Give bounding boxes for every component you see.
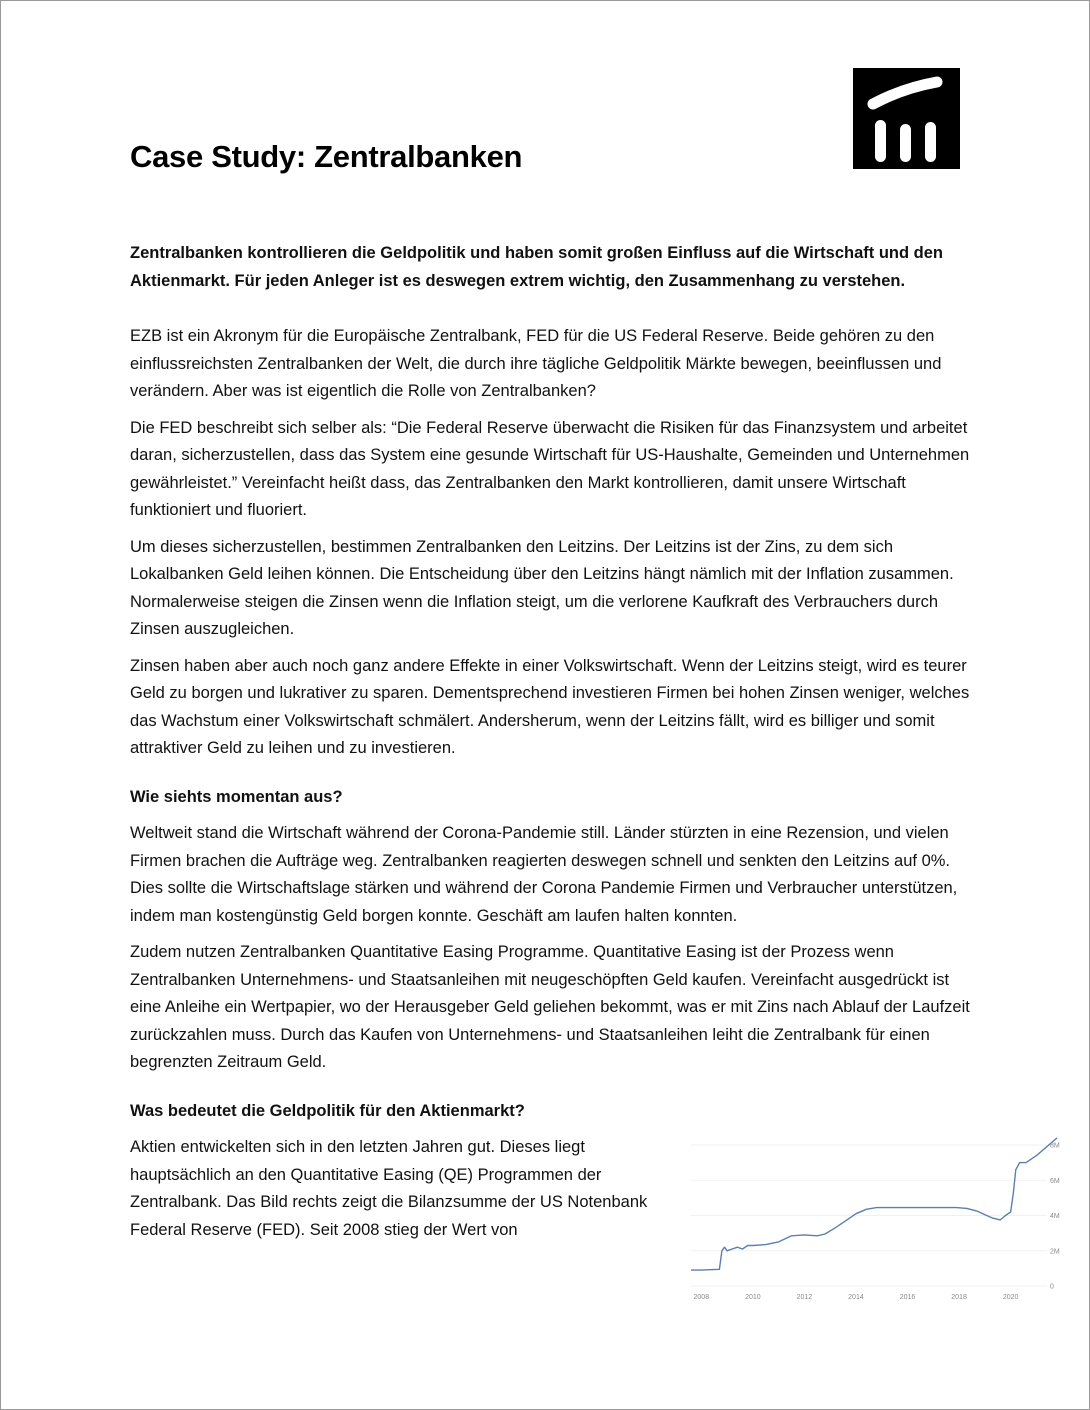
line-chart (685, 1137, 1065, 1307)
section-heading: Was bedeutet die Geldpolitik für den Aktienmarkt? (130, 1101, 525, 1120)
body-paragraph: Weltweit stand die Wirtschaft während der Corona-Pandemie still. Länder stürzten in eine Rezension, und vielen Firmen brachen die Aufträge weg. Zentralbanken reagierten deswegen schnell und senkten den Leitzins auf 0%. Dies sollte die Wirtschaftslage stärken und während der Corona Pandemie Firmen und Verbraucher unterstützen, indem man kostengünstig Geld borgen konnte. Geschäft am laufen halten konnten. (130, 824, 958, 925)
y-tick-label: 4M (1050, 1213, 1060, 1220)
x-tick-label: 2008 (693, 1294, 710, 1301)
x-tick-label: 2018 (951, 1294, 967, 1301)
chart-bars-logo-icon (853, 68, 960, 169)
x-tick-label: 2020 (1002, 1294, 1019, 1301)
y-tick-label: 2M (1050, 1248, 1060, 1256)
fed-balance-sheet-chart (685, 1137, 1065, 1307)
body-paragraph: Zudem nutzen Zentralbanken Quantitative Easing Programme. Quantitative Easing ist der Prozess wenn Zentralbanken Unternehmens- und Staatsanleihen mit neugeschöpften Geld kaufen. Vereinfacht ausgedrückt ist eine Anleihe ein Wertpapier, wo der Herausgeber Geld geliehen bekommt, was er mit Zins nach Ablauf der Laufzeit zurückzahlen muss. Durch das Kaufen von Unternehmens- und Staatsanleihen leiht die Zentralbank für einen begrenzten Zeitraum Geld. (130, 943, 970, 1071)
series-line (691, 1138, 1057, 1270)
section-heading: Wie siehts momentan aus? (130, 787, 343, 806)
body-paragraph: Aktien entwickelten sich in den letzten Jahren gut. Dieses liegt hauptsächlich an den Quantitative Easing (QE) Programmen der Zentralbank. Das Bild rechts zeigt die Bilanzsumme der US Notenbank Federal Reserve (FED). Seit 2008 stieg der Wert von (130, 1138, 648, 1239)
x-tick-label: 2012 (796, 1294, 813, 1301)
x-tick-label: 2010 (745, 1294, 761, 1301)
body-paragraph: Um dieses sicherzustellen, bestimmen Zentralbanken den Leitzins. Der Leitzins ist der Zins, zu dem sich Lokalbanken Geld leihen können. Die Entscheidung über den Leitzins hängt nämlich mit der Inflation zusammen. Normalerweise steigen die Zinsen wenn die Inflation steigt, um die verlorene Kaufkraft des Verbrauchers durch Zinsen auszugleichen. (130, 537, 954, 638)
lead-paragraph: Zentralbanken kontrollieren die Geldpolitik und haben somit großen Einfluss auf die Wirtschaft und den Aktienmarkt. Für jeden Anleger ist es deswegen extrem wichtig, den Zusammenhang zu verstehen. (130, 244, 944, 290)
body-paragraph: Die FED beschreibt sich selber als: “Die Federal Reserve überwacht die Risiken für das Finanzsystem und arbeitet daran, sicherzustellen, dass das System eine gesunde Wirtschaft für US-Haushalte, Gemeinden und Unternehmen gewährleistet.” Vereinfacht heißt dass, das Zentralbanken den Markt kontrollieren, damit unsere Wirtschaft funktioniert und fluoriert. (130, 418, 970, 519)
body-paragraph: EZB ist ein Akronym für die Europäische Zentralbank, FED für die US Federal Reserve. Beide gehören zu den einflussreichsten Zentralbanken der Welt, die durch ihre tägliche Geldpolitik Märkte bewegen, beeinflussen und verändern. Aber was ist eigentlich die Rolle von Zentralbanken? (130, 327, 942, 400)
logo-graphic (853, 68, 960, 169)
x-tick-label: 2014 (848, 1294, 864, 1301)
document-title: Case Study: Zentralbanken (130, 139, 523, 174)
body-paragraph: Zinsen haben aber auch noch ganz andere Effekte in einer Volkswirtschaft. Wenn der Leitzins steigt, wird es teurer Geld zu borgen und lukrativer zu sparen. Dementsprechend investieren Firmen bei hohen Zinsen weniger, welches das Wachstum einer Volkswirtschaft schmälert. Andersherum, wenn der Leitzins fällt, wird es billiger und somit attraktiver Geld zu leihen und zu investieren. (130, 656, 970, 757)
y-tick-label: 0 (1050, 1283, 1054, 1291)
y-tick-label: 8M (1050, 1142, 1060, 1150)
x-tick-label: 2016 (899, 1294, 916, 1301)
y-tick-label: 6M (1050, 1177, 1060, 1185)
document-body (130, 240, 976, 1253)
